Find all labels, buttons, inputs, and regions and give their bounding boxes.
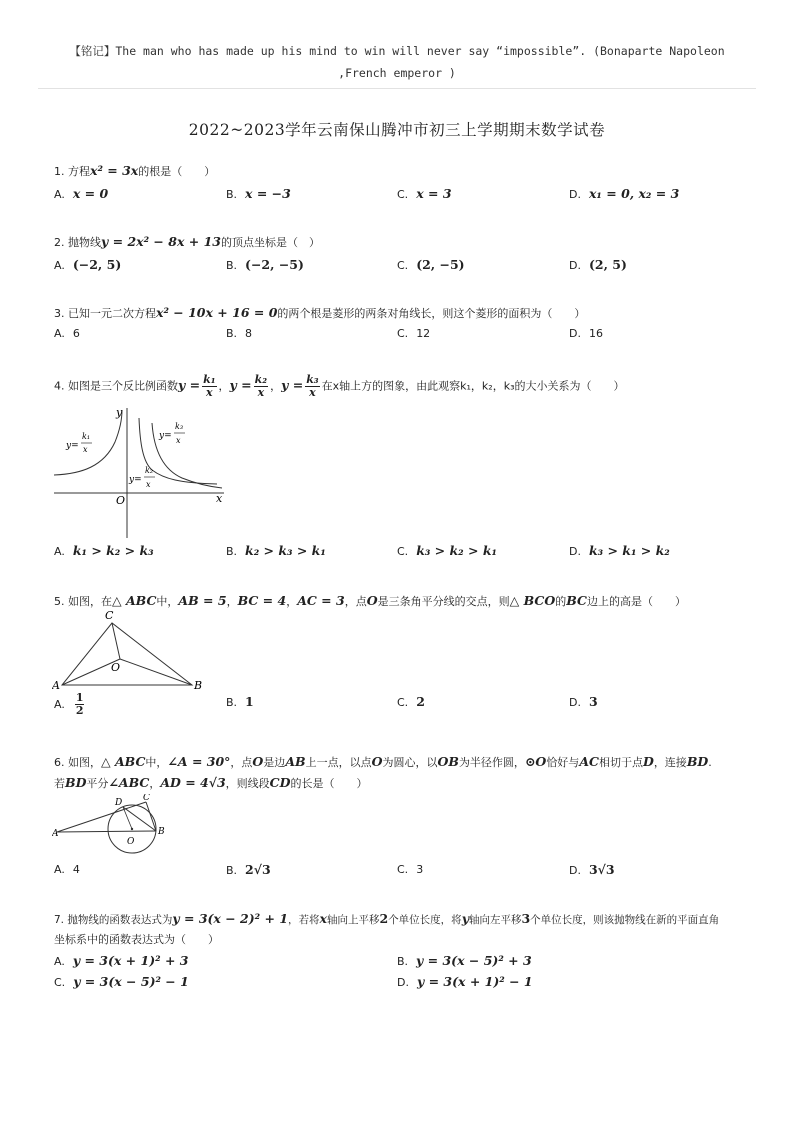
motto-banner: 【铭记】The man who has made up his mind to win will never say “impossible”. (Bonaparte Napoleon ,French emperor ) — [69, 44, 725, 80]
question-5-option-b[interactable]: B. 1 — [226, 694, 254, 709]
question-7-option-d[interactable]: D. y = 3(x + 1)² − 1 — [397, 974, 533, 989]
question-6-option-c[interactable]: C. 3 — [397, 863, 424, 876]
point-b-label: B — [158, 827, 165, 837]
question-3-option-b[interactable]: B. 8 — [226, 327, 253, 340]
curve-k1-label-num: k₁ — [82, 432, 91, 441]
question-1-stem: 1. 方程x² = 3x的根是（ ） — [54, 163, 216, 178]
y-axis-label: y — [116, 406, 123, 419]
question-6-option-d[interactable]: D. 3√3 — [569, 862, 615, 877]
question-1-option-b[interactable]: B. x = −3 — [226, 186, 291, 201]
question-6-option-a[interactable]: A. 4 — [54, 863, 80, 876]
curve-k1 — [54, 410, 122, 475]
question-4-option-d[interactable]: D. k₃ > k₁ > k₂ — [569, 543, 670, 558]
question-4-option-c[interactable]: C. k₃ > k₂ > k₁ — [397, 543, 497, 558]
question-2-option-c[interactable]: C. (2, −5) — [397, 257, 465, 272]
curve-k1-label-den: x — [83, 445, 88, 454]
question-4-option-a[interactable]: A. k₁ > k₂ > k₃ — [54, 543, 154, 558]
question-3-stem: 3. 已知一元二次方程x² − 10x + 16 = 0的两个根是菱形的两条对角线长，则这个菱形的面积为（ ） — [54, 305, 586, 320]
curve-k3-label-den: x — [176, 436, 181, 445]
origin-label: O — [116, 494, 126, 507]
question-7-stem-line-2: 坐标系中的函数表达式为（ ） — [54, 933, 219, 946]
question-7-stem-line-1: 7. 抛物线的函数表达式为y = 3(x − 2)² + 1，若将x轴向上平移2个单位长度，将y轴向左平移3个单位长度，则该抛物线在新的平面直角 — [54, 911, 720, 926]
center-o-label: O — [127, 837, 135, 847]
question-5-option-a[interactable]: A. $\frac{1}{2}$ — [54, 691, 84, 717]
question-2-option-d[interactable]: D. (2, 5) — [569, 257, 627, 272]
exam-title: 2022~2023学年云南保山腾冲市初三上学期期末数学试卷 — [188, 121, 606, 139]
x-axis-label: x — [216, 492, 223, 505]
question-1-option-c[interactable]: C. x = 3 — [397, 186, 452, 201]
curve-k3-label-num: k₃ — [175, 422, 184, 431]
question-6-figure — [52, 794, 172, 856]
question-2-stem: 2. 抛物线y = 2x² − 8x + 13的顶点坐标是（ ） — [54, 234, 320, 249]
vertex-c-label: C — [105, 609, 114, 622]
question-6-option-b[interactable]: B. 2√3 — [226, 862, 271, 877]
question-6-stem-line-1: 6. 如图，△ ABC中，∠A = 30°，点O是边AB上一点，以点O为圆心，以OB为半径作圆，⊙O恰好与AC相切于点D，连接BD. — [54, 754, 712, 769]
curve-k2-label-lhs: y= — [129, 475, 142, 485]
question-7-option-a[interactable]: A. y = 3(x + 1)² + 3 — [54, 953, 189, 968]
question-3-option-d[interactable]: D. 16 — [569, 327, 603, 340]
curve-k2-label-den: x — [146, 480, 151, 489]
question-3-option-c[interactable]: C. 12 — [397, 327, 431, 340]
question-4-figure — [52, 404, 232, 540]
question-1-option-d[interactable]: D. x₁ = 0, x₂ = 3 — [569, 186, 680, 201]
question-5-option-c[interactable]: C. 2 — [397, 694, 425, 709]
vertex-a-label: A — [52, 679, 60, 692]
question-2-option-b[interactable]: B. (−2, −5) — [226, 257, 304, 272]
question-1-option-a[interactable]: A. x = 0 — [54, 186, 109, 201]
question-2-option-a[interactable]: A. (−2, 5) — [54, 257, 122, 272]
question-5-option-d[interactable]: D. 3 — [569, 694, 598, 709]
question-5-stem: 5. 如图，在△ ABC中，AB = 5，BC = 4，AC = 3，点O是三条角平分线的交点，则△ BCO的BC边上的高是（ ） — [54, 593, 686, 608]
curve-k1-label-lhs: y= — [66, 441, 79, 451]
triangle-abc — [62, 623, 192, 685]
question-4-option-b[interactable]: B. k₂ > k₃ > k₁ — [226, 543, 326, 558]
curve-k3-label-lhs: y= — [159, 431, 172, 441]
question-7-option-b[interactable]: B. y = 3(x − 5)² + 3 — [397, 953, 532, 968]
point-d-label: D — [115, 798, 123, 808]
header-divider — [38, 88, 756, 89]
point-a-label: A — [52, 829, 59, 839]
question-5-figure — [52, 607, 212, 693]
question-7-option-c[interactable]: C. y = 3(x − 5)² − 1 — [54, 974, 189, 989]
vertex-b-label: B — [194, 679, 203, 692]
question-4-stem: 4. 如图是三个反比例函数y = $\frac{\text{k₁}}{x}$ ，y = $\frac{\text{k₂}}{x}$ ，y = $\frac{\text{k₃}}{x}$ 在x轴上方的图象，由此观察k₁，k₂，k₃的大小关系为（ ） — [54, 373, 625, 399]
question-3-option-a[interactable]: A. 6 — [54, 327, 80, 340]
curve-k2-label-num: k₂ — [145, 466, 154, 475]
incenter-o-label: O — [111, 661, 121, 674]
point-c-label: C — [143, 794, 150, 803]
question-6-stem-line-2: 若BD平分∠ABC，AD = 4√3，则线段CD的长是（ ） — [54, 775, 368, 790]
